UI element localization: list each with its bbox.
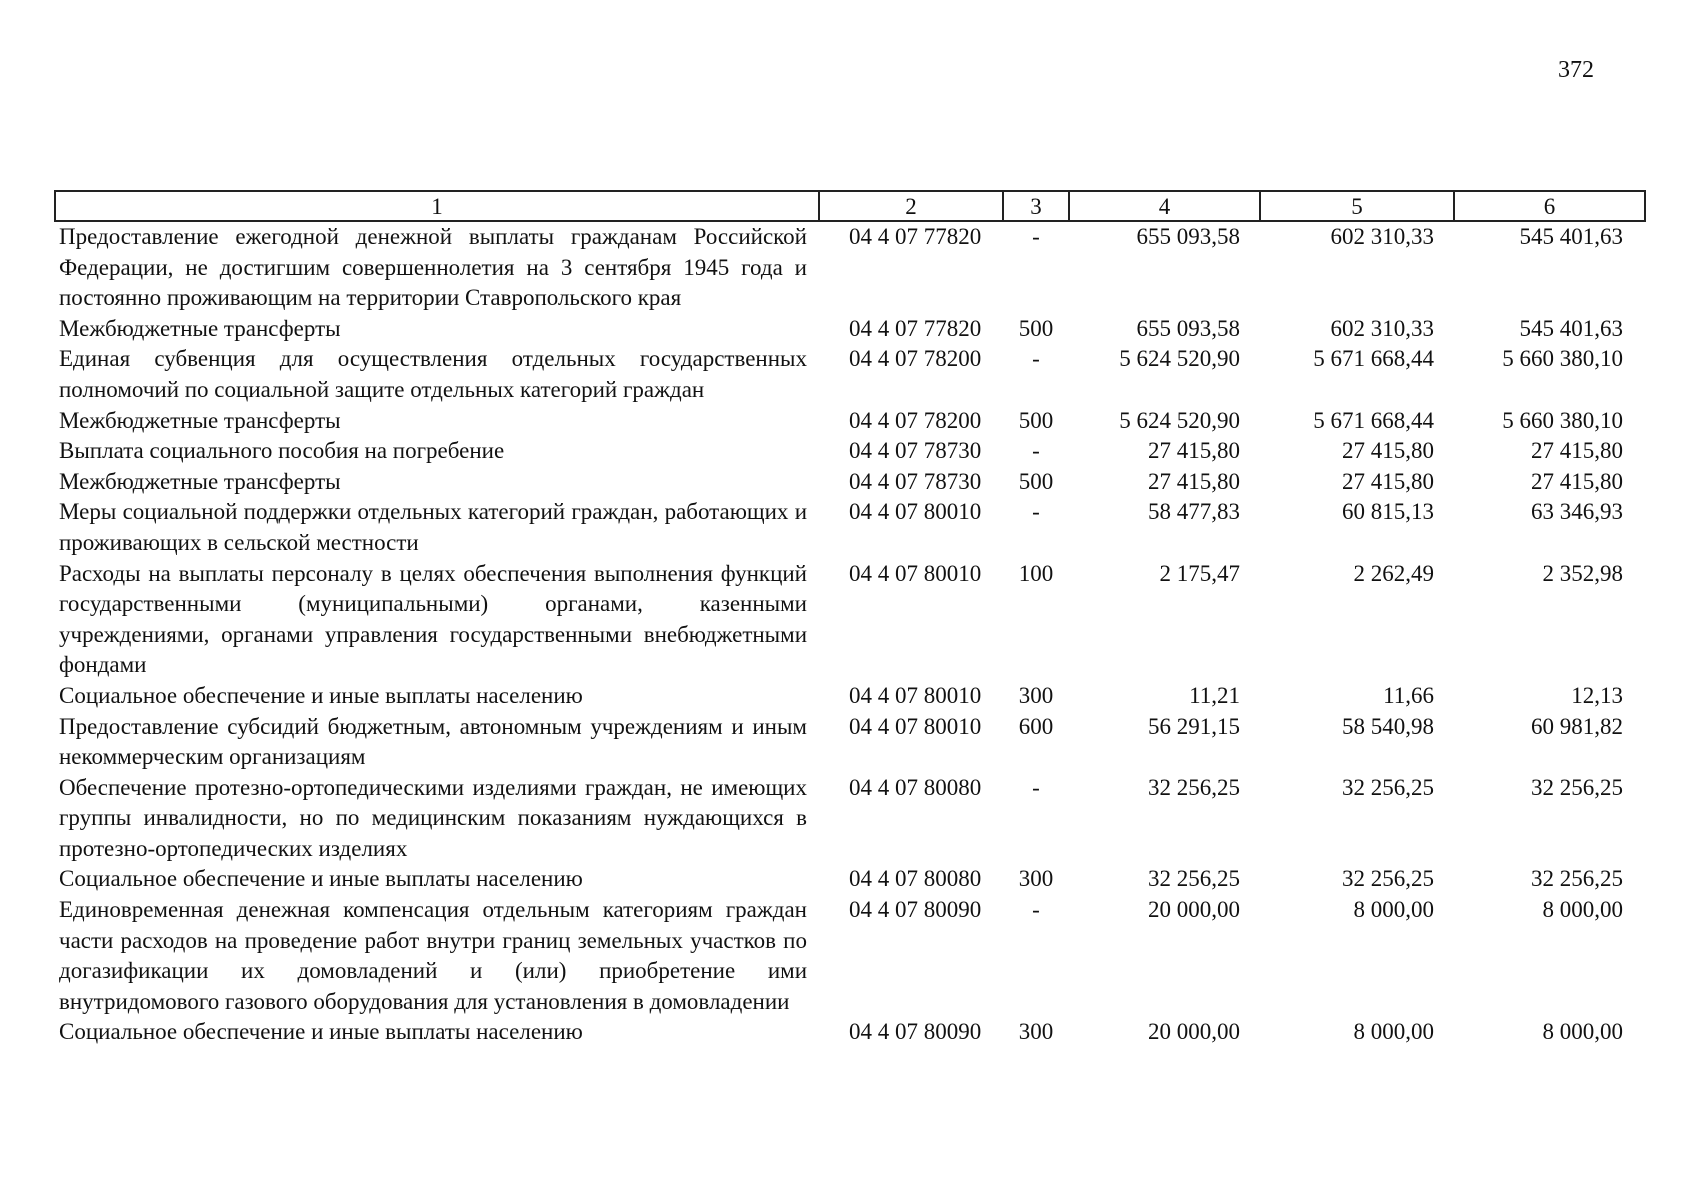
row-expense-type-cell: - — [1032, 346, 1040, 372]
row-value-col5-cell: 32 256,25 — [1342, 866, 1434, 892]
table-header — [55, 191, 1645, 221]
budget-table — [54, 190, 1646, 1048]
row-expense-type-cell: - — [1032, 224, 1040, 249]
row-code-cell: 04 4 07 80080 — [849, 866, 982, 892]
row-value-col4-cell: 5 624 520,90 — [1119, 407, 1240, 433]
row-value-col6-cell: 8 000,00 — [1542, 1019, 1623, 1045]
header-col-6: 6 — [1454, 191, 1645, 221]
table-row — [55, 712, 1645, 773]
row-expense-type-cell: - — [1032, 499, 1040, 525]
row-value-col4-cell: 11,21 — [1189, 682, 1240, 708]
row-name-cell: Выплата социального пособия на погребение — [59, 438, 505, 464]
table-row — [55, 1017, 1645, 1048]
table-row — [55, 559, 1645, 681]
row-value-col4-cell: 32 256,25 — [1148, 866, 1240, 892]
row-value-col4-cell: 20 000,00 — [1148, 897, 1240, 923]
row-code-cell: 04 4 07 77820 — [849, 224, 982, 249]
row-value-col6-cell: 8 000,00 — [1542, 897, 1623, 923]
row-value-col5-cell: 602 310,33 — [1330, 224, 1434, 249]
table-row — [55, 773, 1645, 865]
row-code-cell: 04 4 07 77820 — [849, 315, 982, 341]
row-code-cell: 04 4 07 80010 — [849, 560, 982, 586]
row-value-col5-cell: 5 671 668,44 — [1313, 346, 1434, 372]
table-row — [55, 864, 1645, 895]
row-value-col5-cell: 58 540,98 — [1342, 713, 1434, 739]
row-code-cell: 04 4 07 78730 — [849, 438, 982, 464]
row-code-cell: 04 4 07 80010 — [849, 499, 982, 525]
row-name-cell: Межбюджетные трансферты — [59, 407, 341, 433]
row-value-col6-cell: 2 352,98 — [1542, 560, 1623, 586]
row-value-col6-cell: 32 256,25 — [1531, 774, 1623, 800]
table-row — [55, 681, 1645, 712]
row-expense-type-cell: 100 — [1018, 560, 1054, 586]
row-value-col5-cell: 2 262,49 — [1353, 560, 1434, 586]
row-value-col4-cell: 655 093,58 — [1136, 224, 1240, 249]
table-row — [55, 497, 1645, 558]
row-expense-type-cell: 500 — [1018, 407, 1054, 433]
table-row — [55, 221, 1645, 314]
row-expense-type-cell: 300 — [1018, 682, 1054, 708]
row-value-col4-cell: 2 175,47 — [1159, 560, 1240, 586]
row-expense-type-cell: 300 — [1018, 1019, 1054, 1045]
row-value-col5-cell: 27 415,80 — [1342, 468, 1434, 494]
row-value-col5-cell: 8 000,00 — [1353, 897, 1434, 923]
row-value-col6-cell: 60 981,82 — [1531, 713, 1623, 739]
row-expense-type-cell: 500 — [1018, 315, 1054, 341]
row-value-col5-cell: 5 671 668,44 — [1313, 407, 1434, 433]
table-row — [55, 406, 1645, 437]
row-value-col6-cell: 12,13 — [1571, 682, 1623, 708]
row-name-cell: Единая субвенция для осуществления отдельных государственных полномочий по социальной защите отдельных категорий граждан — [59, 346, 807, 402]
row-expense-type-cell: 300 — [1018, 866, 1054, 892]
row-value-col5-cell: 11,66 — [1383, 682, 1434, 708]
row-code-cell: 04 4 07 80010 — [849, 682, 982, 708]
header-col-4: 4 — [1069, 191, 1260, 221]
row-name-cell: Межбюджетные трансферты — [59, 468, 341, 494]
row-expense-type-cell: - — [1032, 774, 1040, 800]
row-name-cell: Межбюджетные трансферты — [59, 315, 341, 341]
row-value-col6-cell: 5 660 380,10 — [1502, 346, 1623, 372]
row-value-col6-cell: 545 401,63 — [1519, 315, 1623, 341]
row-expense-type-cell: - — [1032, 897, 1040, 923]
row-value-col6-cell: 5 660 380,10 — [1502, 407, 1623, 433]
table-row — [55, 895, 1645, 1017]
table-body — [55, 221, 1645, 1048]
row-value-col4-cell: 5 624 520,90 — [1119, 346, 1240, 372]
row-value-col4-cell: 32 256,25 — [1148, 774, 1240, 800]
row-value-col4-cell: 56 291,15 — [1148, 713, 1240, 739]
row-name-cell: Обеспечение протезно-ортопедическими изделиями граждан, не имеющих группы инвалидности, но по медицинским показаниям нуждающихся в протезно-ортопедических изделиях — [59, 774, 807, 861]
row-value-col5-cell: 8 000,00 — [1353, 1019, 1434, 1045]
row-value-col4-cell: 655 093,58 — [1136, 315, 1240, 341]
row-value-col4-cell: 27 415,80 — [1148, 468, 1240, 494]
row-value-col6-cell: 545 401,63 — [1519, 224, 1623, 249]
row-value-col5-cell: 32 256,25 — [1342, 774, 1434, 800]
row-code-cell: 04 4 07 78200 — [849, 346, 982, 372]
header-row — [55, 191, 1645, 221]
row-name-cell: Социальное обеспечение и иные выплаты населению — [59, 866, 583, 892]
row-expense-type-cell: 500 — [1018, 468, 1054, 494]
row-value-col5-cell: 60 815,13 — [1342, 499, 1434, 525]
row-code-cell: 04 4 07 80090 — [849, 1019, 982, 1045]
row-value-col4-cell: 58 477,83 — [1148, 499, 1240, 525]
row-code-cell: 04 4 07 80010 — [849, 713, 982, 739]
row-value-col5-cell: 602 310,33 — [1330, 315, 1434, 341]
header-col-2: 2 — [819, 191, 1003, 221]
row-expense-type-cell: - — [1032, 438, 1040, 464]
row-name-cell: Социальное обеспечение и иные выплаты населению — [59, 1019, 583, 1045]
row-name-cell: Социальное обеспечение и иные выплаты населению — [59, 682, 583, 708]
budget-table-container — [54, 190, 1644, 1048]
row-value-col5-cell: 27 415,80 — [1342, 438, 1434, 464]
row-code-cell: 04 4 07 78200 — [849, 407, 982, 433]
row-code-cell: 04 4 07 80080 — [849, 774, 982, 800]
page-number: 372 — [1558, 57, 1594, 83]
header-col-5: 5 — [1260, 191, 1454, 221]
header-col-3: 3 — [1003, 191, 1069, 221]
row-value-col4-cell: 27 415,80 — [1148, 438, 1240, 464]
row-value-col4-cell: 20 000,00 — [1148, 1019, 1240, 1045]
row-code-cell: 04 4 07 80090 — [849, 897, 982, 923]
row-name-cell: Меры социальной поддержки отдельных категорий граждан, работающих и проживающих в сельской местности — [59, 499, 807, 555]
row-value-col6-cell: 32 256,25 — [1531, 866, 1623, 892]
table-row — [55, 344, 1645, 405]
row-name-cell: Предоставление субсидий бюджетным, автономным учреждениям и иным некоммерческим организациям — [59, 713, 807, 770]
row-name-cell: Расходы на выплаты персоналу в целях обеспечения выполнения функций государственными (муниципальными) органами, казенными учреждениями, органами управления государственными внебюджетными фондами — [59, 560, 807, 678]
row-value-col6-cell: 63 346,93 — [1531, 499, 1623, 525]
row-name-cell: Предоставление ежегодной денежной выплаты гражданам Российской Федерации, не достигшим совершеннолетия на 3 сентября 1945 года и постоянно проживающим на территории Ставропольского края — [59, 224, 807, 311]
row-value-col6-cell: 27 415,80 — [1531, 438, 1623, 464]
table-row — [55, 467, 1645, 498]
table-row — [55, 314, 1645, 345]
row-name-cell: Единовременная денежная компенсация отдельным категориям граждан части расходов на проведение работ внутри границ земельных участков по догазификации их домовладений и (или) приобретение ими внутридомового газового оборудования для установления в домовладении — [59, 897, 807, 1014]
row-code-cell: 04 4 07 78730 — [849, 468, 982, 494]
row-value-col6-cell: 27 415,80 — [1531, 468, 1623, 494]
table-row — [55, 436, 1645, 467]
header-col-1: 1 — [55, 191, 819, 221]
row-expense-type-cell: 600 — [1018, 713, 1054, 739]
